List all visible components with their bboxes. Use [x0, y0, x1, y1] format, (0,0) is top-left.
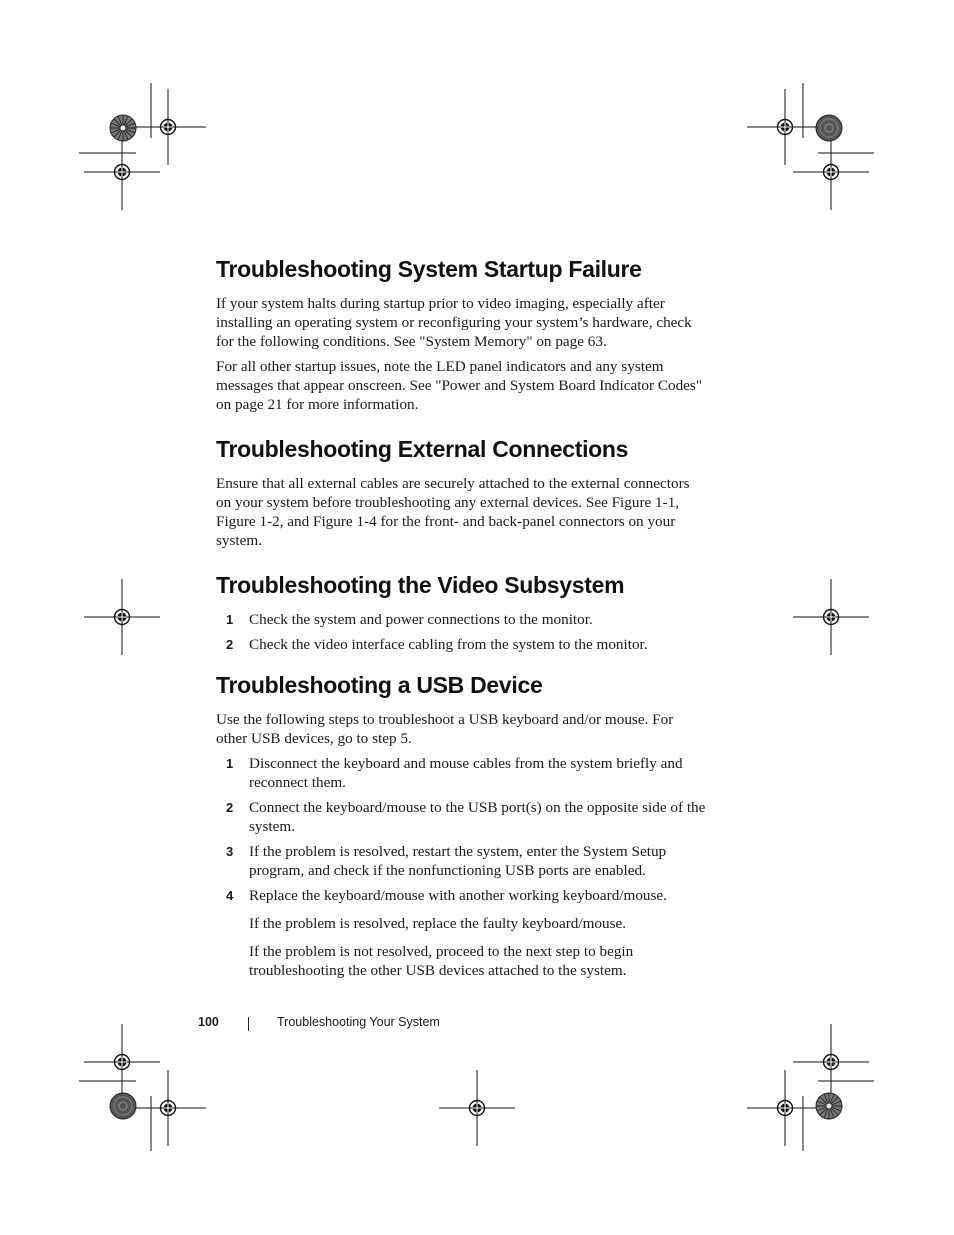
footer-divider — [248, 1017, 249, 1031]
list-item — [216, 610, 706, 629]
step-number: 2 — [226, 637, 234, 652]
step-text: Connect the keyboard/mouse to the USB port(s) on the opposite side of the system. — [249, 799, 706, 835]
step-number: 1 — [226, 612, 234, 627]
chapter-title: Troubleshooting Your System — [277, 1015, 440, 1029]
heading-video-subsystem: Troubleshooting the Video Subsystem — [216, 572, 625, 598]
list-item — [216, 842, 706, 880]
section-external-connections — [216, 434, 706, 550]
list-item — [216, 754, 706, 792]
step-text: Check the video interface cabling from the system to the monitor. — [249, 636, 648, 653]
heading-usb-device: Troubleshooting a USB Device — [216, 672, 543, 698]
section-video-subsystem — [216, 570, 706, 654]
paragraph: Use the following steps to troubleshoot a USB keyboard and/or mouse. For other USB devices, go to step 5. — [216, 711, 674, 747]
step-text: Replace the keyboard/mouse with another working keyboard/mouse. — [249, 887, 667, 904]
step-list — [216, 754, 706, 905]
paragraph: For all other startup issues, note the LED panel indicators and any system messages that appear onscreen. See "Power and System Board Indicator Codes" on page 21 for more information. — [216, 358, 703, 413]
list-item — [216, 798, 706, 836]
step-note: If the problem is resolved, replace the faulty keyboard/mouse. — [249, 915, 627, 932]
paragraph: If your system halts during startup prior to video imaging, especially after installing an operating system or reconfiguring your system’s hardware, check for the following conditions. See "System Memory" on page 63. — [216, 295, 692, 350]
step-number: 3 — [226, 844, 234, 859]
heading-startup-failure: Troubleshooting System Startup Failure — [216, 256, 642, 282]
heading-external-connections: Troubleshooting External Connections — [216, 436, 629, 462]
section-usb-device — [216, 670, 706, 980]
paragraph: Ensure that all external cables are securely attached to the external connectors on your system before troubleshooting any external devices. See Figure 1-1, Figure 1-2, and Figure 1-4 for the front- and back-panel connectors on your system. — [216, 475, 690, 549]
step-note: If the problem is not resolved, proceed to the next step to begin troubleshooting the other USB devices attached to the system. — [249, 943, 634, 979]
page-content — [216, 254, 706, 1000]
step-number: 1 — [226, 756, 234, 771]
section-startup-failure — [216, 254, 706, 414]
step-text: Check the system and power connections to the monitor. — [249, 611, 593, 628]
step-list — [216, 610, 706, 654]
page-number: 100 — [198, 1015, 219, 1029]
step-text: If the problem is resolved, restart the system, enter the System Setup program, and check if the nonfunctioning USB ports are enabled. — [249, 843, 667, 879]
list-item — [216, 635, 706, 654]
list-item — [216, 886, 706, 905]
step-number: 2 — [226, 800, 234, 815]
step-number: 4 — [226, 888, 234, 903]
step-text: Disconnect the keyboard and mouse cables from the system briefly and reconnect them. — [249, 755, 683, 791]
